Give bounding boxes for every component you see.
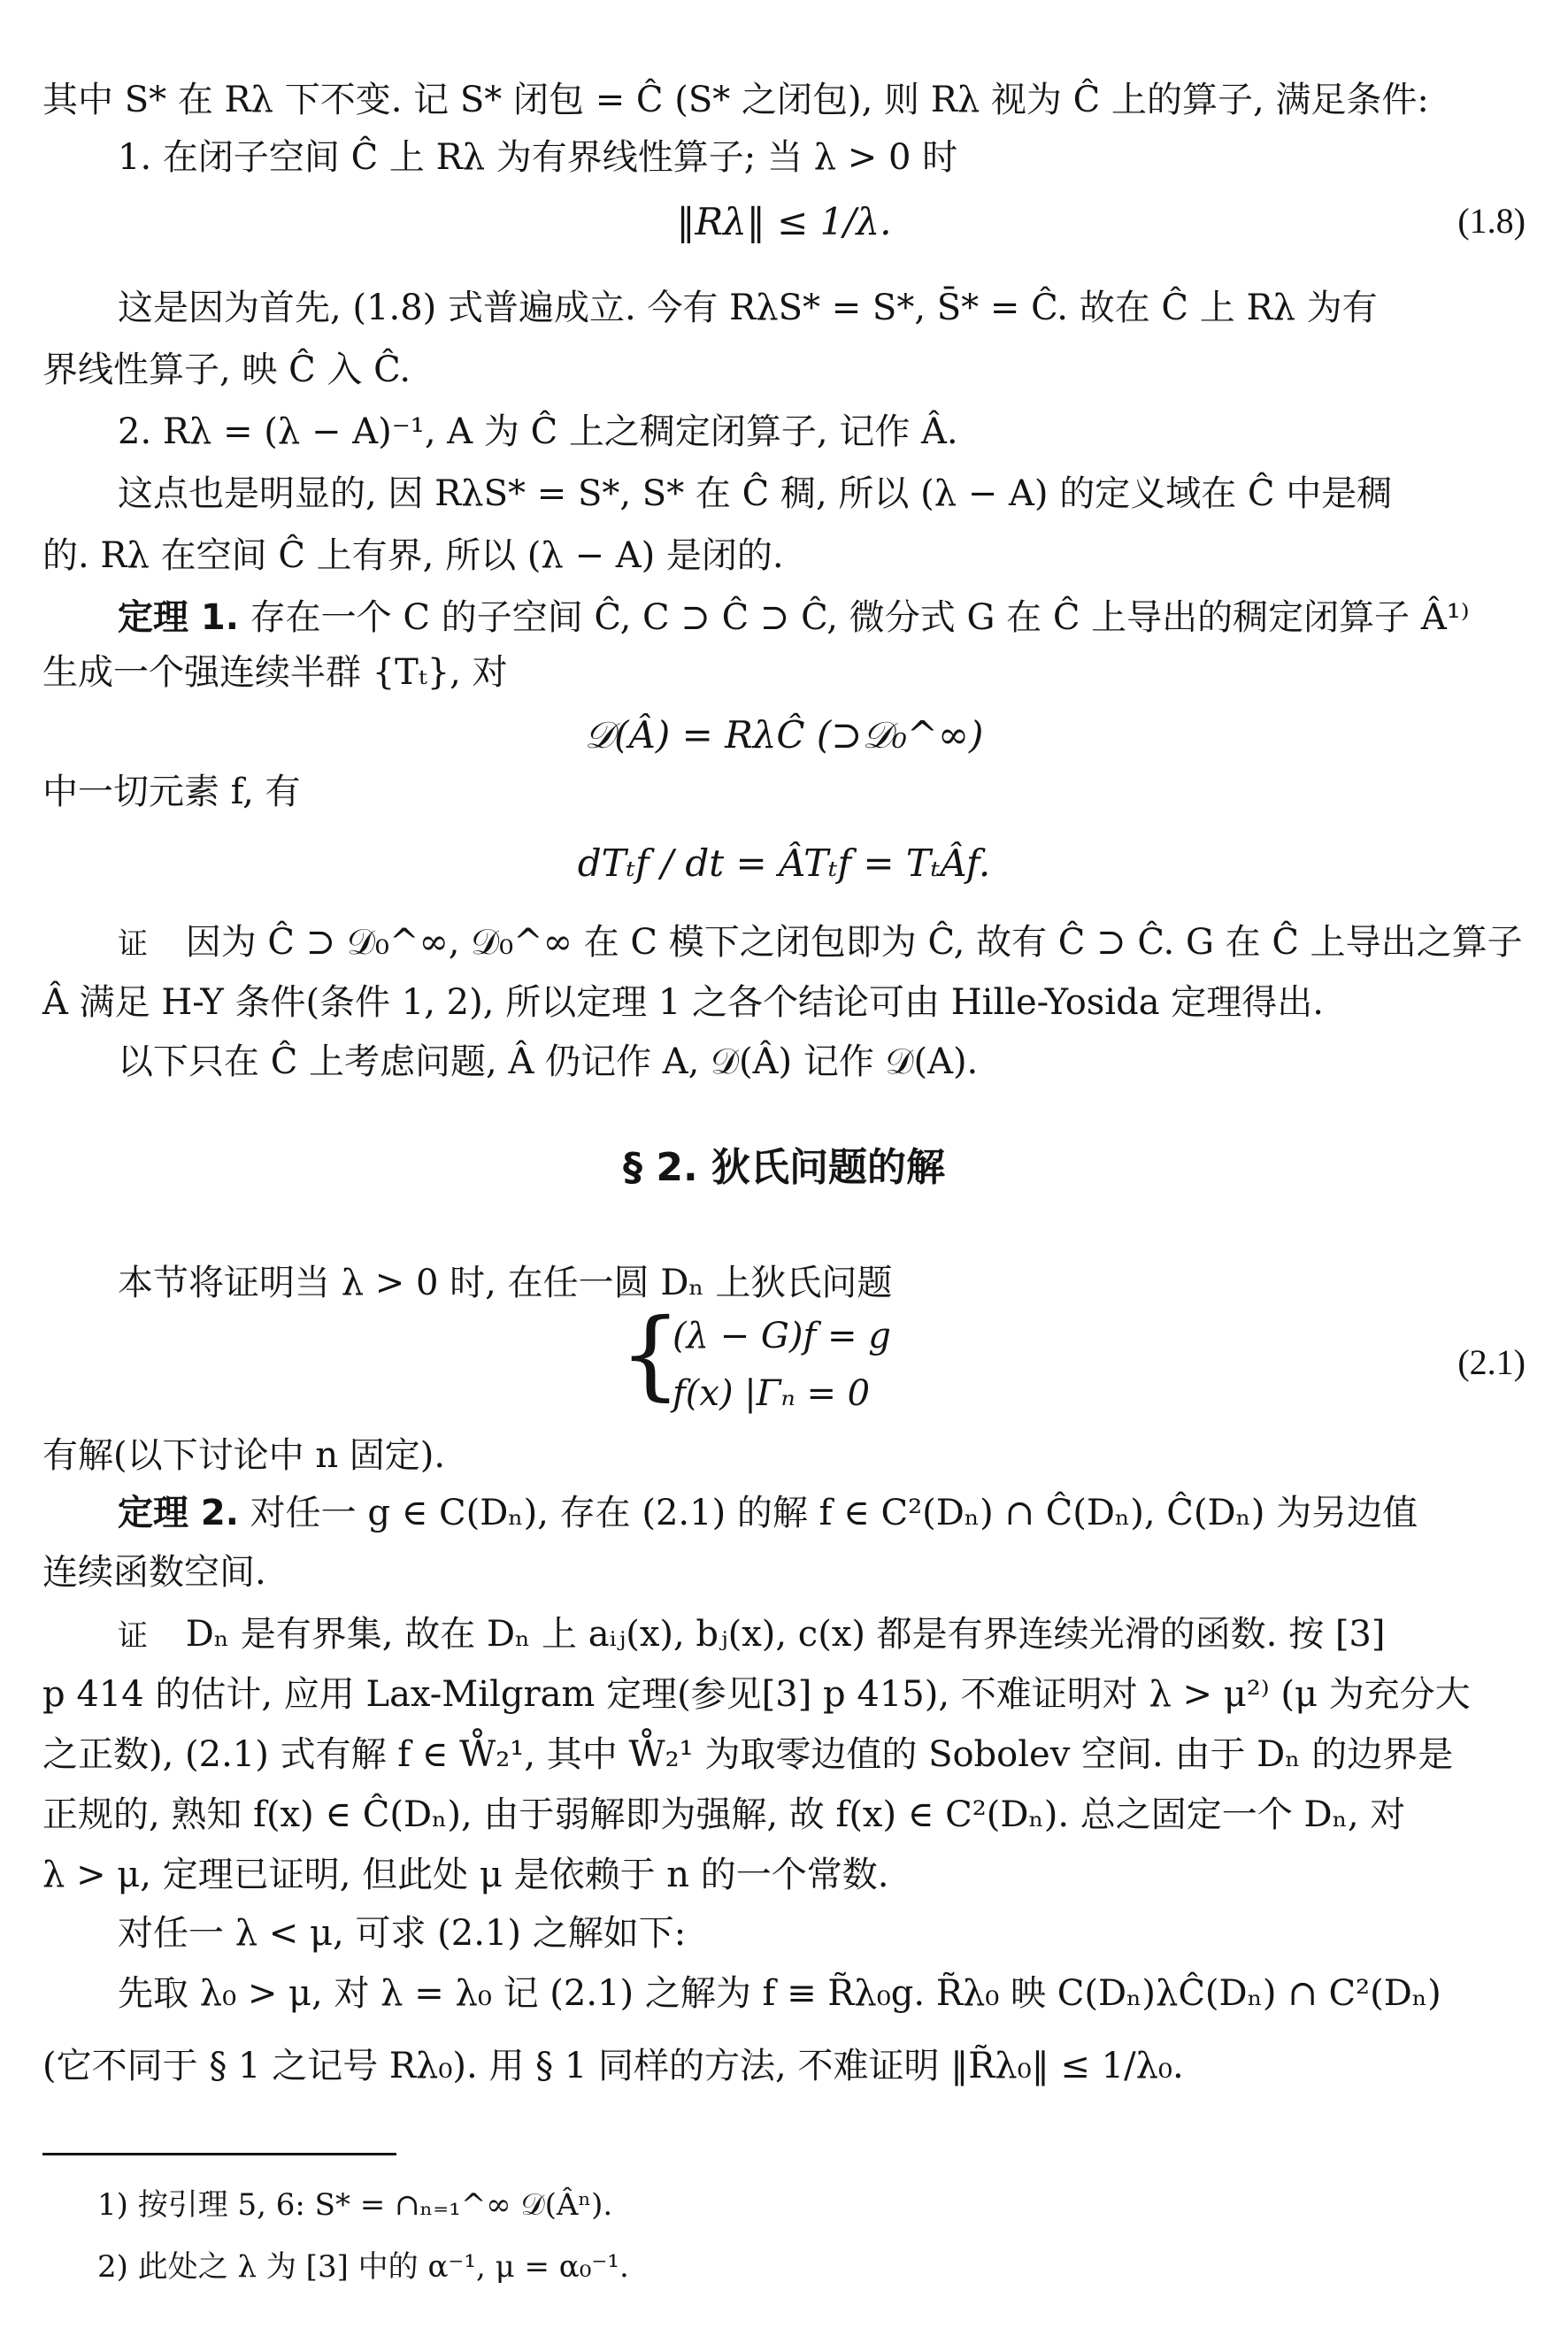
theorem2-proof-line4: 正规的, 熟知 f(x) ∈ Ĉ(Dₙ), 由于弱解即为强解, 故 f(x) ∈ C²(Dₙ). 总之固定一个 Dₙ, 对 [42, 1794, 1406, 1835]
proof-label: 证 [118, 926, 148, 962]
theorem1-proof-line1 [0, 920, 1568, 966]
theorem2-proof-line2: p 414 的估计, 应用 Lax-Milgram 定理(参见[3] p 415), 不难证明对 λ > μ²⁾ (μ 为充分大 [42, 1674, 1471, 1715]
system-equation-1: (λ − G)f = g [673, 1316, 891, 1356]
theorem1-line1 [0, 595, 1568, 640]
theorem2-proof-line6: 对任一 λ < μ, 可求 (2.1) 之解如下: [118, 1913, 687, 1954]
theorem2-proof-line5: λ > μ, 定理已证明, 但此处 μ 是依赖于 n 的一个常数. [42, 1855, 889, 1895]
theorem1-after: 以下只在 Ĉ 上考虑问题, Â 仍记作 A, 𝒟(Â) 记作 𝒟(A). [118, 1041, 979, 1082]
theorem2-label: 定理 2. [118, 1493, 239, 1533]
para1-explanation-1b: 界线性算子, 映 Ĉ 入 Ĉ. [42, 350, 411, 390]
system-equation-2: f(x) |Γₙ = 0 [673, 1373, 871, 1414]
footnote-2: 2) 此处之 λ 为 [3] 中的 α⁻¹, μ = α₀⁻¹. [97, 2249, 629, 2285]
equation-number-1-8: (1.8) [1457, 201, 1526, 241]
proof-text-1: Dₙ 是有界集, 故在 Dₙ 上 aᵢⱼ(x), bⱼ(x), c(x) 都是有界连续光滑的函数. 按 [3] [185, 1614, 1386, 1655]
proof-text-1: 因为 Ĉ ⊃ 𝒟₀^∞, 𝒟₀^∞ 在 C 模下之闭包即为 Ĉ, 故有 Ĉ ⊃ Ĉ. G 在 Ĉ 上导出之算子 [185, 922, 1523, 963]
theorem2-line1 [0, 1491, 1568, 1535]
para1-explanation-2b: 的. Rλ 在空间 Ĉ 上有界, 所以 (λ − A) 是闭的. [42, 535, 784, 576]
theorem1-text-1: 存在一个 C 的子空间 Ĉ, C ⊃ Ĉ ⊃ Ĉ, 微分式 G 在 Ĉ 上导出的稠定闭算子 Â¹⁾ [250, 597, 1470, 638]
theorem1-label: 定理 1. [118, 597, 239, 638]
theorem2-proof-line7: 先取 λ₀ > μ, 对 λ = λ₀ 记 (2.1) 之解为 f ≡ R̃λ₀g. R̃λ₀ 映 C(Dₙ)λĈ(Dₙ) ∩ C²(Dₙ) [118, 1973, 1441, 2014]
equation-semigroup-derivative: dTₜf / dt = ÂTₜf = TₜÂf. [577, 841, 991, 885]
footnote-rule [42, 2153, 396, 2155]
section2-intro: 本节将证明当 λ > 0 时, 在任一圆 Dₙ 上狄氏问题 [118, 1263, 893, 1303]
para1-explanation-2a: 这点也是明显的, 因 RλS* = S*, S* 在 Ĉ 稠, 所以 (λ − A) 的定义域在 Ĉ 中是稠 [118, 473, 1393, 514]
equation-domain: 𝒟(Â) = RλĈ (⊃𝒟₀^∞) [584, 713, 984, 757]
footnote-1: 1) 按引理 5, 6: S* = ∩ₙ₌₁^∞ 𝒟(Âⁿ). [97, 2187, 613, 2223]
theorem2-proof-line3: 之正数), (2.1) 式有解 f ∈ W̊₂¹, 其中 W̊₂¹ 为取零边值的 Sobolev 空间. 由于 Dₙ 的边界是 [42, 1734, 1454, 1775]
theorem2-text-1: 对任一 g ∈ C(Dₙ), 存在 (2.1) 的解 f ∈ C²(Dₙ) ∩ Ĉ(Dₙ), Ĉ(Dₙ) 为另边值 [250, 1493, 1418, 1533]
theorem1-proof-line2: Â 满足 H-Y 条件(条件 1, 2), 所以定理 1 之各个结论可由 Hille-Yosida 定理得出. [42, 982, 1324, 1023]
equation-1-8: ‖Rλ‖ ≤ 1/λ. [676, 200, 892, 243]
equation-number-2-1: (2.1) [1457, 1342, 1526, 1382]
proof-label: 证 [118, 1618, 148, 1654]
section-2-title: § 2. 狄氏问题的解 [623, 1145, 945, 1190]
theorem2-proof-line8: (它不同于 § 1 之记号 Rλ₀). 用 § 1 同样的方法, 不难证明 ‖R̃λ₀‖ ≤ 1/λ₀. [42, 2046, 1184, 2086]
para1-explanation-1a: 这是因为首先, (1.8) 式普遍成立. 今有 RλS* = S*, S̄* = Ĉ. 故在 Ĉ 上 Rλ 为有 [118, 288, 1378, 328]
condition-1: 1. 在闭子空间 Ĉ 上 Rλ 为有界线性算子; 当 λ > 0 时 [118, 137, 958, 178]
theorem2-proof-line1 [0, 1612, 1568, 1658]
para1-line1: 其中 S* 在 Rλ 下不变. 记 S* 闭包 = Ĉ (S* 之闭包), 则 Rλ 视为 Ĉ 上的算子, 满足条件: [42, 80, 1429, 120]
system-brace: { [619, 1297, 681, 1410]
theorem1-line2: 生成一个强连续半群 {Tₜ}, 对 [42, 652, 508, 693]
section2-after-system: 有解(以下讨论中 n 固定). [42, 1435, 446, 1476]
theorem2-line2: 连续函数空间. [42, 1552, 266, 1593]
theorem1-line3: 中一切元素 f, 有 [42, 772, 301, 812]
condition-2: 2. Rλ = (λ − A)⁻¹, A 为 Ĉ 上之稠定闭算子, 记作 Â. [118, 411, 958, 452]
